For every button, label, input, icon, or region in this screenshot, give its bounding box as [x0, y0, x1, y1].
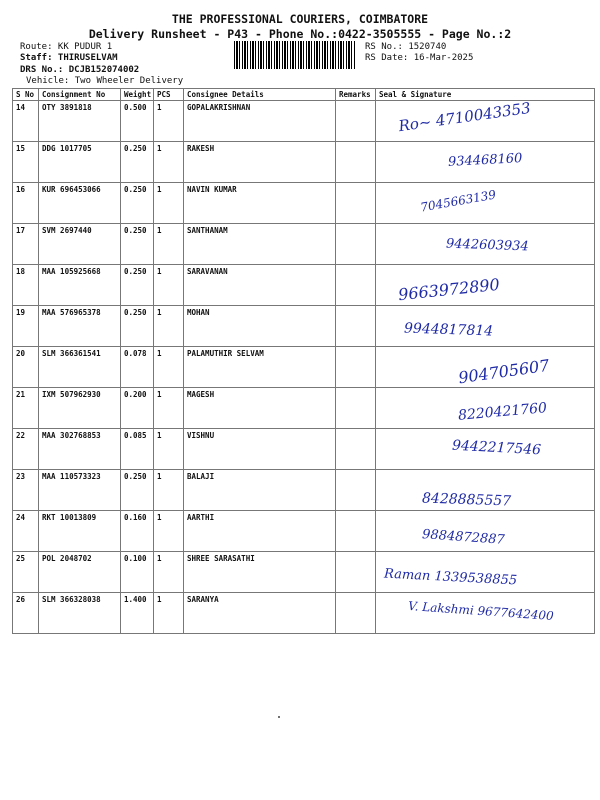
cell-consignment: MAA 576965378 — [39, 306, 121, 347]
handwritten-signature: Ro~ 4710043353 — [397, 98, 532, 136]
handwritten-signature: Raman 1339538855 — [383, 566, 518, 589]
table-row — [13, 388, 595, 429]
col-sno-header: S No — [13, 89, 39, 101]
handwritten-signature: 9944817814 — [403, 320, 494, 340]
cell-sno: 15 — [13, 142, 39, 183]
runsheet-table — [12, 88, 595, 634]
cell-weight: 0.250 — [121, 183, 154, 224]
cell-signature — [376, 593, 595, 634]
cell-weight: 0.500 — [121, 101, 154, 142]
handwritten-signature: 8220421760 — [457, 400, 548, 424]
cell-weight: 0.100 — [121, 552, 154, 593]
barcode — [234, 41, 356, 69]
cell-signature — [376, 429, 595, 470]
route-label: Route: KK PUDUR 1 — [20, 42, 113, 52]
cell-signature — [376, 98, 595, 142]
cell-weight: 0.250 — [121, 306, 154, 347]
col-consignment-header: Consignment No — [39, 89, 121, 101]
cell-pcs: 1 — [154, 183, 184, 224]
cell-consignee: NAVIN KUMAR — [184, 183, 336, 224]
col-remarks-header: Remarks — [336, 89, 376, 101]
cell-pcs: 1 — [154, 429, 184, 470]
table-row — [13, 224, 595, 265]
table-row — [13, 593, 595, 634]
col-consignee-header: Consignee Details — [184, 89, 336, 101]
cell-weight: 1.400 — [121, 593, 154, 634]
cell-consignee: PALAMUTHIR SELVAM — [184, 347, 336, 388]
cell-signature — [376, 511, 595, 552]
cell-consignee: SARAVANAN — [184, 265, 336, 306]
cell-pcs: 1 — [154, 142, 184, 183]
cell-consignment: IXM 507962930 — [39, 388, 121, 429]
cell-weight: 0.250 — [121, 265, 154, 306]
table-row — [13, 142, 595, 183]
cell-consignee: BALAJI — [184, 470, 336, 511]
table-row — [13, 429, 595, 470]
col-weight-header: Weight — [121, 89, 154, 101]
cell-remarks — [336, 347, 376, 388]
cell-signature — [376, 306, 595, 347]
cell-pcs: 1 — [154, 224, 184, 265]
cell-sno: 21 — [13, 388, 39, 429]
handwritten-signature: 934468160 — [447, 151, 523, 170]
cell-consignee: GOPALAKRISHNAN — [184, 101, 336, 142]
drs-number: DRS No.: DCJB152074002 — [20, 65, 140, 75]
cell-remarks — [336, 265, 376, 306]
cell-sno: 26 — [13, 593, 39, 634]
handwritten-signature: 9884872887 — [421, 527, 506, 548]
cell-consignment: SVM 2697440 — [39, 224, 121, 265]
cell-pcs: 1 — [154, 470, 184, 511]
cell-sno: 20 — [13, 347, 39, 388]
handwritten-signature: V. Lakshmi 9677642400 — [407, 598, 555, 624]
cell-remarks — [336, 429, 376, 470]
handwritten-signature: 9442217546 — [451, 437, 542, 459]
cell-consignment: MAA 302768853 — [39, 429, 121, 470]
cell-remarks — [336, 593, 376, 634]
cell-consignee: AARTHI — [184, 511, 336, 552]
cell-remarks — [336, 388, 376, 429]
rs-number: RS No.: 1520740 — [365, 42, 447, 52]
cell-pcs: 1 — [154, 306, 184, 347]
cell-consignment: DDG 1017705 — [39, 142, 121, 183]
cell-sno: 16 — [13, 183, 39, 224]
cell-pcs: 1 — [154, 593, 184, 634]
cell-signature — [376, 224, 595, 265]
handwritten-signature: 8428885557 — [421, 490, 512, 510]
cell-weight: 0.078 — [121, 347, 154, 388]
col-pcs-header: PCS — [154, 89, 184, 101]
cell-signature — [376, 552, 595, 593]
cell-sno: 17 — [13, 224, 39, 265]
cell-sno: 23 — [13, 470, 39, 511]
cell-remarks — [336, 511, 376, 552]
cell-remarks — [336, 101, 376, 142]
stray-mark — [278, 716, 280, 718]
table-row — [13, 552, 595, 593]
cell-consignee: MAGESH — [184, 388, 336, 429]
cell-remarks — [336, 552, 376, 593]
cell-sno: 22 — [13, 429, 39, 470]
handwritten-signature: 904705607 — [457, 355, 551, 388]
table-row — [13, 470, 595, 511]
cell-pcs: 1 — [154, 101, 184, 142]
cell-signature — [376, 142, 595, 183]
cell-remarks — [336, 183, 376, 224]
cell-sno: 18 — [13, 265, 39, 306]
cell-consignee: SANTHANAM — [184, 224, 336, 265]
runsheet-subtitle: Delivery Runsheet - P43 - Phone No.:0422-3505555 - Page No.:2 — [88, 27, 512, 41]
cell-consignment: MAA 105925668 — [39, 265, 121, 306]
cell-signature — [376, 470, 595, 511]
table-row — [13, 306, 595, 347]
cell-consignment: MAA 110573323 — [39, 470, 121, 511]
cell-weight: 0.250 — [121, 470, 154, 511]
cell-consignment: POL 2048702 — [39, 552, 121, 593]
table-row — [13, 101, 595, 142]
cell-consignee: SHREE SARASATHI — [184, 552, 336, 593]
cell-weight: 0.160 — [121, 511, 154, 552]
cell-signature — [376, 183, 595, 224]
cell-weight: 0.250 — [121, 142, 154, 183]
company-title: THE PROFESSIONAL COURIERS, COIMBATORE — [171, 12, 429, 26]
handwritten-signature: 9663972890 — [397, 274, 501, 305]
staff-label: Staff: THIRUSELVAM — [20, 53, 118, 63]
cell-signature — [376, 347, 595, 388]
cell-remarks — [336, 306, 376, 347]
cell-remarks — [336, 142, 376, 183]
cell-sno: 19 — [13, 306, 39, 347]
cell-consignee: SARANYA — [184, 593, 336, 634]
cell-sno: 14 — [13, 101, 39, 142]
cell-consignment: SLM 366361541 — [39, 347, 121, 388]
cell-consignment: RKT 10013809 — [39, 511, 121, 552]
cell-consignment: OTY 3891818 — [39, 101, 121, 142]
cell-pcs: 1 — [154, 347, 184, 388]
cell-consignee: MOHAN — [184, 306, 336, 347]
col-signature-header: Seal & Signature — [376, 89, 595, 101]
cell-pcs: 1 — [154, 388, 184, 429]
cell-remarks — [336, 470, 376, 511]
table-row — [13, 183, 595, 224]
cell-sno: 25 — [13, 552, 39, 593]
rs-date: RS Date: 16-Mar-2025 — [365, 53, 474, 63]
cell-pcs: 1 — [154, 511, 184, 552]
cell-consignee: VISHNU — [184, 429, 336, 470]
cell-weight: 0.085 — [121, 429, 154, 470]
cell-weight: 0.250 — [121, 224, 154, 265]
handwritten-signature: 7045663139 — [419, 187, 497, 215]
cell-signature — [376, 388, 595, 429]
table-row — [13, 265, 595, 306]
cell-remarks — [336, 224, 376, 265]
cell-pcs: 1 — [154, 552, 184, 593]
cell-pcs: 1 — [154, 265, 184, 306]
cell-signature — [376, 265, 595, 306]
table-header-row — [13, 89, 595, 101]
vehicle-label: Vehicle: Two Wheeler Delivery — [26, 76, 184, 86]
cell-consignment: KUR 696453066 — [39, 183, 121, 224]
table-row — [13, 347, 595, 388]
table-row — [13, 511, 595, 552]
handwritten-signature: 9442603934 — [445, 236, 529, 255]
cell-consignment: SLM 366328038 — [39, 593, 121, 634]
cell-sno: 24 — [13, 511, 39, 552]
cell-consignee: RAKESH — [184, 142, 336, 183]
cell-weight: 0.200 — [121, 388, 154, 429]
